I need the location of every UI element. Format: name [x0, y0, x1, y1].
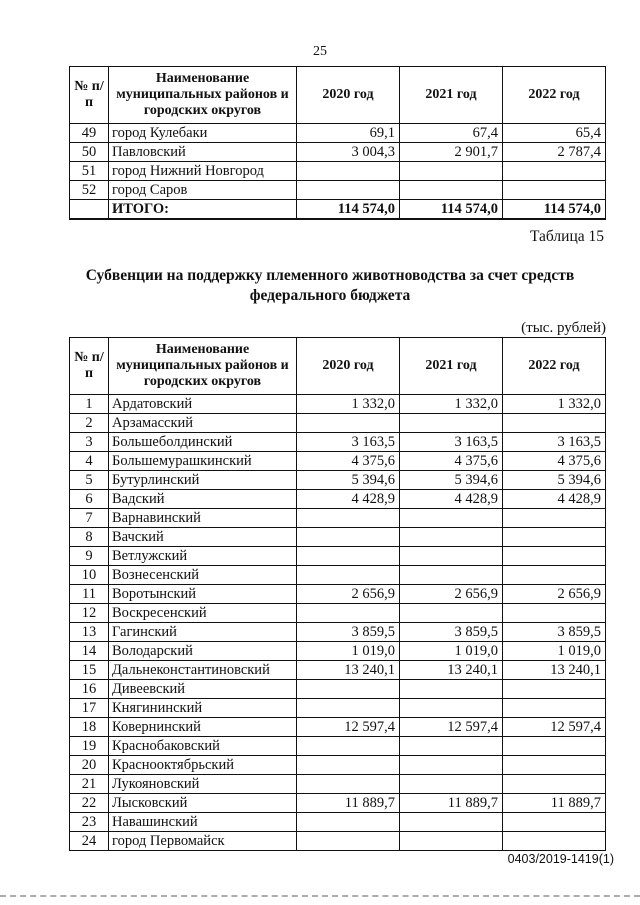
cell-y2021: [400, 756, 503, 775]
table-header-row: [70, 67, 606, 124]
cell-y2020: [297, 737, 400, 756]
table-row: [70, 566, 606, 585]
cell-num: 9: [70, 547, 109, 566]
table-row: [70, 680, 606, 699]
table-row: [70, 661, 606, 680]
cell-num: 1: [70, 395, 109, 414]
cell-y2021: 3 859,5: [400, 623, 503, 642]
cell-num: 2: [70, 414, 109, 433]
cell-y2020: [297, 832, 400, 851]
total-cell-num: [70, 200, 109, 220]
table-title: Субвенции на поддержку племенного животноводства за счет средств федерального бюджета: [85, 267, 575, 304]
cell-num: 51: [70, 162, 109, 181]
cell-y2021: [400, 775, 503, 794]
cell-name: Ковернинский: [109, 718, 297, 737]
cell-y2022: 1 332,0: [503, 395, 606, 414]
cell-name: Воротынский: [109, 585, 297, 604]
cell-y2022: 13 240,1: [503, 661, 606, 680]
table-row: [70, 832, 606, 851]
cell-name: Павловский: [109, 143, 297, 162]
cell-y2022: [503, 699, 606, 718]
cell-y2022: 2 787,4: [503, 143, 606, 162]
table-row: [70, 414, 606, 433]
cell-y2021: [400, 181, 503, 200]
document-code: 0403/2019-1419(1): [507, 852, 614, 866]
cell-y2021: 11 889,7: [400, 794, 503, 813]
cell-name: Княгининский: [109, 699, 297, 718]
cell-y2022: 11 889,7: [503, 794, 606, 813]
cell-y2022: 3 163,5: [503, 433, 606, 452]
column-header-2021: 2021 год: [400, 338, 503, 395]
cell-num: 7: [70, 509, 109, 528]
column-header-name: Наименование муниципальных районов и городских округов: [109, 338, 297, 395]
cell-y2021: [400, 162, 503, 181]
table-row: [70, 794, 606, 813]
table-row: [70, 585, 606, 604]
cell-name: Вачский: [109, 528, 297, 547]
cell-y2022: [503, 414, 606, 433]
cell-y2021: 2 656,9: [400, 585, 503, 604]
table-row: [70, 490, 606, 509]
cell-num: 23: [70, 813, 109, 832]
cell-num: 50: [70, 143, 109, 162]
total-cell-y2021: 114 574,0: [400, 200, 503, 220]
column-header-2021: 2021 год: [400, 67, 503, 124]
cell-y2022: [503, 775, 606, 794]
table-row: [70, 756, 606, 775]
cell-y2021: [400, 832, 503, 851]
table-row: [70, 737, 606, 756]
cell-y2020: 11 889,7: [297, 794, 400, 813]
table-row: [70, 623, 606, 642]
cell-y2022: 12 597,4: [503, 718, 606, 737]
table-row: [70, 718, 606, 737]
cell-num: 13: [70, 623, 109, 642]
cell-y2021: 4 375,6: [400, 452, 503, 471]
cell-y2022: [503, 528, 606, 547]
cell-y2020: [297, 509, 400, 528]
cell-y2021: 1 019,0: [400, 642, 503, 661]
cell-y2021: [400, 699, 503, 718]
cell-y2020: [297, 775, 400, 794]
table-subsidies: [69, 337, 606, 851]
cell-name: Воскресенский: [109, 604, 297, 623]
unit-note: (тыс. рублей): [521, 320, 606, 336]
cell-y2022: 4 375,6: [503, 452, 606, 471]
total-row: [70, 200, 606, 220]
cell-name: Лысковский: [109, 794, 297, 813]
cell-y2020: [297, 162, 400, 181]
cell-y2021: 13 240,1: [400, 661, 503, 680]
cell-name: Ардатовский: [109, 395, 297, 414]
cell-y2022: 5 394,6: [503, 471, 606, 490]
cell-y2020: [297, 181, 400, 200]
cell-y2020: 12 597,4: [297, 718, 400, 737]
cell-y2020: 1 332,0: [297, 395, 400, 414]
cell-y2020: 3 163,5: [297, 433, 400, 452]
cell-y2021: 2 901,7: [400, 143, 503, 162]
column-header-2020: 2020 год: [297, 338, 400, 395]
cell-y2021: [400, 737, 503, 756]
cell-y2020: [297, 528, 400, 547]
column-header-name: Наименование муниципальных районов и городских округов: [109, 67, 297, 124]
cell-y2022: [503, 566, 606, 585]
cell-y2022: [503, 509, 606, 528]
cell-num: 49: [70, 124, 109, 143]
cell-num: 3: [70, 433, 109, 452]
table-row: [70, 813, 606, 832]
cell-y2021: 1 332,0: [400, 395, 503, 414]
cell-y2021: [400, 566, 503, 585]
cell-y2022: [503, 756, 606, 775]
cell-name: Лукояновский: [109, 775, 297, 794]
cell-name: Вадский: [109, 490, 297, 509]
cell-num: 14: [70, 642, 109, 661]
column-header-num: № п/п: [70, 338, 109, 395]
cell-num: 12: [70, 604, 109, 623]
cell-num: 6: [70, 490, 109, 509]
cell-y2022: 2 656,9: [503, 585, 606, 604]
cell-y2022: [503, 737, 606, 756]
cell-y2022: 1 019,0: [503, 642, 606, 661]
cell-y2020: 1 019,0: [297, 642, 400, 661]
total-cell-name: ИТОГО:: [109, 200, 297, 220]
cell-y2022: 4 428,9: [503, 490, 606, 509]
table-row: [70, 547, 606, 566]
table-row: [70, 642, 606, 661]
scan-edge-artifact: [0, 895, 640, 900]
cell-y2020: 2 656,9: [297, 585, 400, 604]
table-row: [70, 471, 606, 490]
total-cell-y2020: 114 574,0: [297, 200, 400, 220]
table-continuation: [69, 66, 606, 220]
table-row: [70, 775, 606, 794]
cell-name: Дальнеконстантиновский: [109, 661, 297, 680]
cell-y2021: [400, 528, 503, 547]
cell-num: 15: [70, 661, 109, 680]
cell-y2021: 3 163,5: [400, 433, 503, 452]
cell-y2021: [400, 509, 503, 528]
cell-y2022: [503, 547, 606, 566]
cell-name: Большемурашкинский: [109, 452, 297, 471]
cell-y2021: [400, 547, 503, 566]
cell-y2022: [503, 832, 606, 851]
cell-y2020: [297, 566, 400, 585]
table-row: [70, 395, 606, 414]
cell-y2020: [297, 680, 400, 699]
cell-name: Вознесенский: [109, 566, 297, 585]
cell-num: 22: [70, 794, 109, 813]
cell-num: 5: [70, 471, 109, 490]
cell-y2021: [400, 414, 503, 433]
cell-num: 17: [70, 699, 109, 718]
cell-num: 10: [70, 566, 109, 585]
cell-y2021: 12 597,4: [400, 718, 503, 737]
cell-y2020: [297, 699, 400, 718]
table-row: [70, 143, 606, 162]
cell-num: 52: [70, 181, 109, 200]
cell-num: 11: [70, 585, 109, 604]
cell-name: Большеболдинский: [109, 433, 297, 452]
cell-y2022: 65,4: [503, 124, 606, 143]
cell-y2022: 3 859,5: [503, 623, 606, 642]
cell-name: город Первомайск: [109, 832, 297, 851]
cell-y2020: 4 428,9: [297, 490, 400, 509]
cell-y2020: [297, 414, 400, 433]
cell-y2020: [297, 813, 400, 832]
column-header-2022: 2022 год: [503, 338, 606, 395]
cell-name: Краснооктябрьский: [109, 756, 297, 775]
cell-name: Арзамасский: [109, 414, 297, 433]
cell-num: 16: [70, 680, 109, 699]
cell-num: 4: [70, 452, 109, 471]
table-row: [70, 181, 606, 200]
cell-name: Ветлужский: [109, 547, 297, 566]
cell-y2021: [400, 604, 503, 623]
table-row: [70, 452, 606, 471]
table-label: Таблица 15: [529, 228, 604, 245]
table-row: [70, 433, 606, 452]
column-header-2020: 2020 год: [297, 67, 400, 124]
cell-y2021: 67,4: [400, 124, 503, 143]
cell-name: Бутурлинский: [109, 471, 297, 490]
cell-name: Краснобаковский: [109, 737, 297, 756]
cell-name: Навашинский: [109, 813, 297, 832]
cell-name: город Нижний Новгород: [109, 162, 297, 181]
cell-num: 20: [70, 756, 109, 775]
cell-y2020: 13 240,1: [297, 661, 400, 680]
cell-name: город Саров: [109, 181, 297, 200]
cell-y2022: [503, 181, 606, 200]
column-header-num: № п/п: [70, 67, 109, 124]
cell-name: Володарский: [109, 642, 297, 661]
page-number: 25: [313, 44, 327, 59]
table-row: [70, 509, 606, 528]
column-header-2022: 2022 год: [503, 67, 606, 124]
cell-y2021: 4 428,9: [400, 490, 503, 509]
cell-y2020: 3 859,5: [297, 623, 400, 642]
cell-y2022: [503, 162, 606, 181]
cell-y2022: [503, 680, 606, 699]
total-cell-y2022: 114 574,0: [503, 200, 606, 220]
cell-num: 21: [70, 775, 109, 794]
table-row: [70, 124, 606, 143]
cell-y2020: [297, 604, 400, 623]
cell-num: 24: [70, 832, 109, 851]
cell-y2021: [400, 680, 503, 699]
cell-y2021: 5 394,6: [400, 471, 503, 490]
cell-num: 18: [70, 718, 109, 737]
cell-y2020: [297, 547, 400, 566]
cell-y2021: [400, 813, 503, 832]
cell-y2022: [503, 604, 606, 623]
cell-num: 19: [70, 737, 109, 756]
cell-name: Варнавинский: [109, 509, 297, 528]
cell-y2020: 69,1: [297, 124, 400, 143]
cell-y2020: 5 394,6: [297, 471, 400, 490]
table-row: [70, 604, 606, 623]
table-header-row: [70, 338, 606, 395]
table-row: [70, 162, 606, 181]
cell-y2020: [297, 756, 400, 775]
cell-num: 8: [70, 528, 109, 547]
table-row: [70, 528, 606, 547]
table-row: [70, 699, 606, 718]
cell-name: Гагинский: [109, 623, 297, 642]
cell-name: город Кулебаки: [109, 124, 297, 143]
cell-y2022: [503, 813, 606, 832]
cell-y2020: 4 375,6: [297, 452, 400, 471]
cell-y2020: 3 004,3: [297, 143, 400, 162]
cell-name: Дивеевский: [109, 680, 297, 699]
